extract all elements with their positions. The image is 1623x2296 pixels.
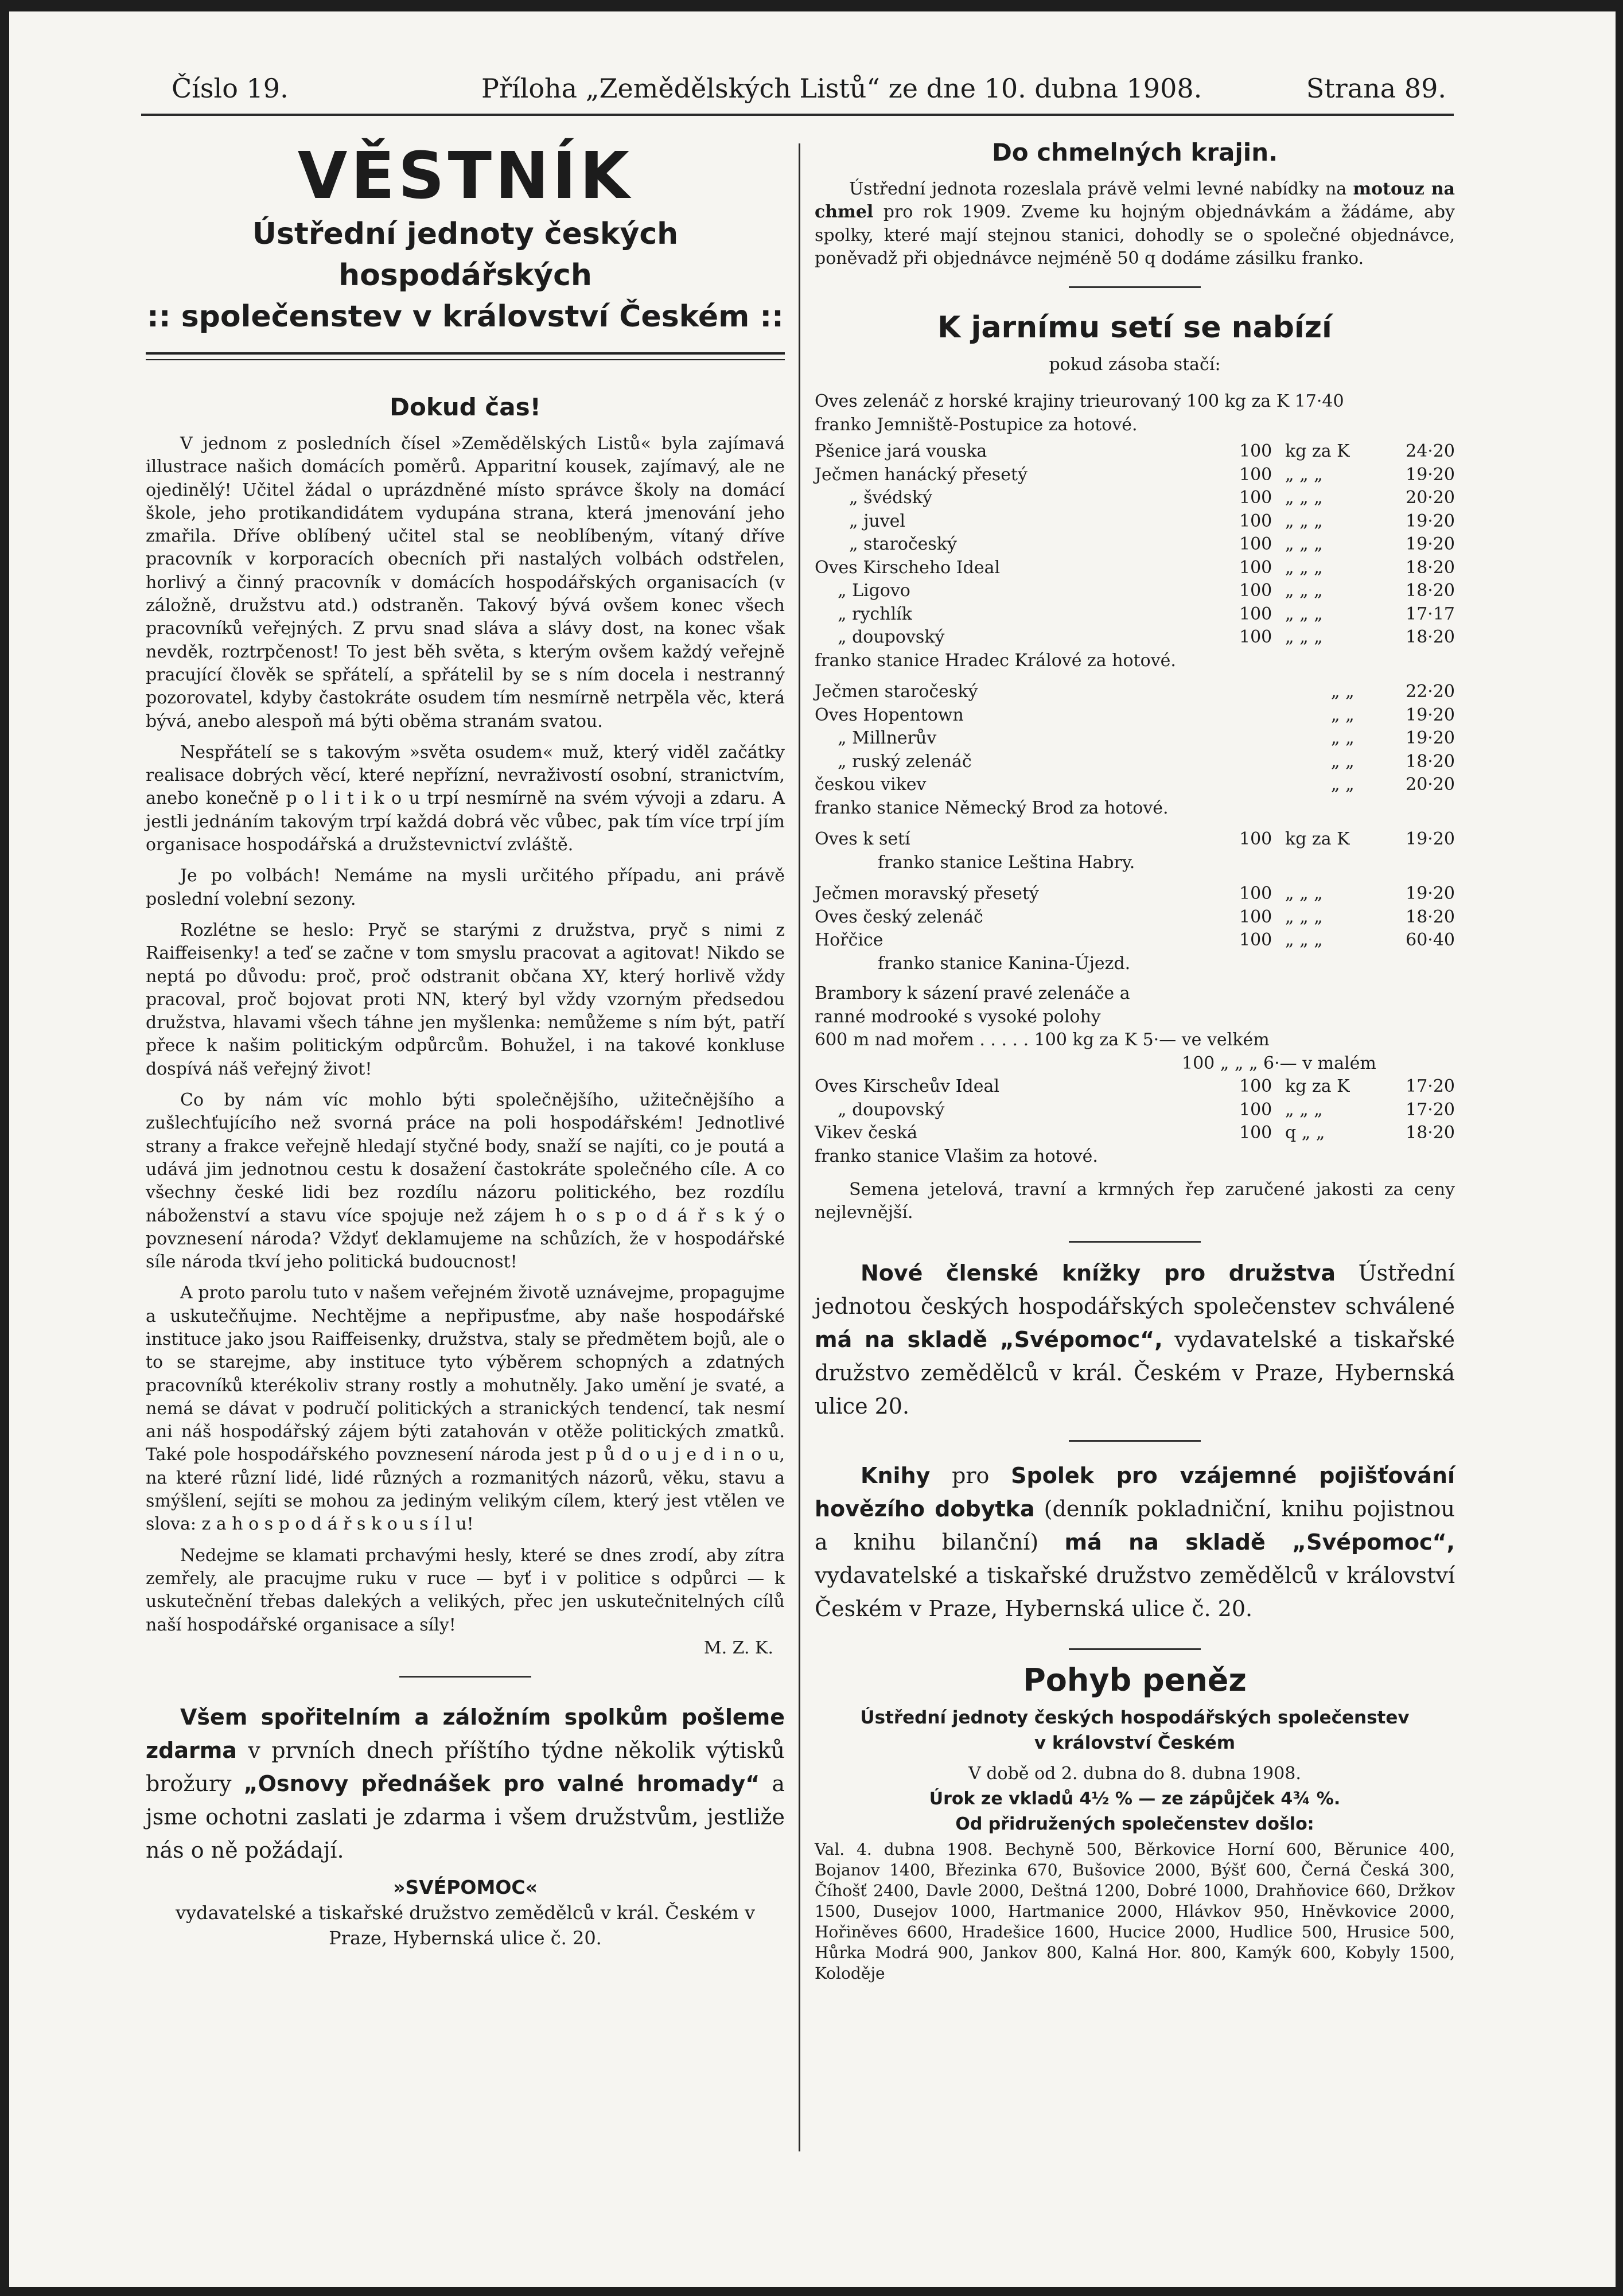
books2-bold2: Spolek pro vzájemné pojišťování hovězího dobytka	[815, 1462, 1455, 1521]
masthead-line-2: :: společenstev v království Českém ::	[147, 299, 784, 334]
money-title: Pohyb peněz	[1023, 1661, 1247, 1698]
item-price: 22·20	[1406, 682, 1455, 702]
price-group-2	[815, 680, 1455, 797]
item-unit: „ „ „	[1285, 557, 1323, 578]
price-row	[815, 1075, 1455, 1099]
masthead-line-1: Ústřední jednoty českých hospodářských	[252, 217, 679, 293]
potato-line: 100 „ „ „ 6·— v malém	[1182, 1053, 1376, 1073]
item-name: „ Ligovo	[838, 581, 910, 601]
price-row	[815, 750, 1455, 774]
item-price: 19·20	[1406, 511, 1455, 531]
seeds-note: Semena jetelová, travní a krmných řep zaručené jakosti za ceny nejlevnější.	[815, 1180, 1455, 1223]
money-period: V době od 2. dubna do 8. dubna 1908.	[968, 1763, 1301, 1784]
article-title: Dokud čas!	[390, 393, 541, 421]
item-price: 19·20	[1406, 884, 1455, 904]
item-price: 18·20	[1406, 627, 1455, 648]
price-row	[815, 773, 1455, 797]
price-row	[815, 533, 1455, 557]
station-2: franko stanice Německý Brod za hotové.	[815, 797, 1169, 818]
station-4: franko stanice Kanina-Újezd.	[878, 953, 1131, 974]
price-row	[815, 579, 1455, 603]
item-unit: „ „ „	[1285, 1099, 1323, 1120]
item-name: Oves český zelenáč	[815, 906, 983, 927]
article-paragraph: A proto parolu tuto v našem veřejném životě uznávejme, propagujme a uskutečňujme. Nechtějme a nepřipusťme, aby naše hospodářské instituce jako jsou Raiffeisenky, družstva, staly se předmětem bojů, ale o to se starejme, aby instituce tyto výběrem schopných a zdatných pracovníků kterékoliv strany rostly a mohutněly. Jako umění je svaté, a nemá se dávat v područí politických a stranických tendencí, tak nesmí ani náš hospodářský zájem býti zatahován v otěže politických zmatků. Také pole hospodářského povznesení národa jest p ů d o u j e d i n o u, na které různí lidé, lidé různých a rozmanitých názorů, věku, stavu a smýšlení, sejíti se mohou za jediným velikým cílem, který jest vtělen ve slova: z a h o s p o d á ř s k o u s í l u!	[146, 1283, 785, 1535]
item-qty: 100	[1239, 829, 1272, 850]
item-price: 18·20	[1406, 906, 1455, 927]
item-unit: „ „ „	[1285, 930, 1323, 951]
item-unit: q „ „	[1285, 1123, 1325, 1143]
item-name: „ doupovský	[838, 627, 945, 648]
item-qty: 100	[1239, 511, 1272, 531]
item-unit: „ „ „	[1285, 534, 1323, 555]
price-row	[815, 882, 1455, 906]
item-name: Ječmen staročeský	[815, 682, 978, 702]
item-price: 18·20	[1406, 557, 1455, 578]
spring-subtitle: pokud zásoba stačí:	[1049, 355, 1221, 375]
item-unit: kg za K	[1285, 1076, 1350, 1097]
notice-title: „Osnovy přednášek pro valné hromady“	[243, 1770, 760, 1796]
publisher-label: »SVÉPOMOC«	[393, 1875, 538, 1898]
price-group-4	[815, 882, 1455, 952]
header-rule	[141, 114, 1454, 116]
item-qty: 100	[1239, 906, 1272, 927]
item-unit: kg za K	[1285, 829, 1350, 850]
hops-paragraph	[815, 178, 1455, 270]
item-name: „ rychlík	[838, 604, 912, 624]
money-from-text: Od přidružených společenstev došlo:	[955, 1814, 1314, 1834]
books1-bold: Nové členské knížky pro družstva	[861, 1260, 1336, 1286]
item-qty: 100	[1239, 534, 1272, 555]
item-name: Hořčice	[815, 930, 883, 951]
item-price: 17·17	[1406, 604, 1455, 624]
section-divider	[1069, 286, 1201, 288]
item-unit: „ „	[1331, 682, 1355, 702]
article-paragraph: Rozlétne se heslo: Pryč se starými z družstva, pryč s nimi z Raiffeisenky! a teď se začne v tom smyslu pracovat a agitovat! Nikdo se neptá po důvodu: proč, proč odstranit občana XY, který horlivě vždy pracoval, proč bojovat proti NN, který byl vždy vzorným předsedou družstva, hlavami všech táhne jen myšlenka: nemůžeme s ním být, patří přece k našim politickým odpůrcům. Bohužel, i na takové konkluse dospívá náš veřejný život!	[146, 920, 785, 1079]
books2-bold3: má na skladě „Svépomoc“,	[1064, 1529, 1455, 1555]
spring-title: K jarnímu setí se nabízí	[937, 310, 1332, 345]
price-group-1	[815, 440, 1455, 649]
potato-line: 600 m nad mořem . . . . . 100 kg za K 5·— ve velkém	[815, 1030, 1270, 1050]
price-row	[815, 1122, 1455, 1145]
hops-bold: motouz na chmel	[815, 179, 1455, 223]
books1-text-b: vydavatelské a tiskařské družstvo zemědělců v král. Českém v Praze, Hybernská ulice 20.	[815, 1326, 1455, 1419]
item-qty: 100	[1239, 930, 1272, 951]
item-name: Oves k setí	[815, 829, 910, 850]
masthead-rule	[146, 352, 785, 360]
price-row	[815, 828, 1455, 851]
notice-tail: a jsme ochotni zaslati je zdarma i všem družstvům, jestliže nás o ně požádají.	[146, 1770, 785, 1863]
money-list: Val. 4. dubna 1908. Bechyně 500, Běrkovice Horní 600, Běrunice 400, Bojanov 1400, Březinka 670, Bušovice 2000, Býšť 600, Černá Česká 300, Číhošť 2400, Davle 2000, Deštná 1200, Dobré 1000, Drahňovice 660, Držkov 1500, Dusejov 1000, Hartmanice 2000, Hlávkov 950, Hněvkovice 2000, Hořiněves 6600, Hradešice 1600, Hucice 2000, Hudlice 500, Hrusice 500, Hůrka Modrá 900, Jankov 800, Kalná Hor. 800, Kamýk 600, Kobyly 1500, Koloděje	[815, 1839, 1455, 1983]
article-paragraph: Nespřátelí se s takovým »světa osudem« muž, který viděl začátky realisace dobrých věcí, které nepřízní, nevraživostí osobní, stranictvím, anebo konečně p o l i t i k o u trpí nesmírně na svém vývoji a zdaru. A jestli jednáním takovým trpí každá dobrá věc vůbec, pak tím více trpí jím organisace hospodářská a družstevnictví zvláště.	[146, 742, 785, 855]
article-paragraph: Je po volbách! Nemáme na mysli určitého případu, ani právě poslední volební sezony.	[146, 866, 785, 909]
item-qty: 100	[1239, 627, 1272, 648]
books1-bold2: má na skladě „Svépomoc“,	[815, 1326, 1163, 1352]
item-qty: 100	[1239, 1076, 1272, 1097]
item-unit: „ „ „	[1285, 488, 1323, 508]
item-unit: „ „	[1331, 751, 1355, 772]
notice-bold: Všem spořitelním a záložním spolkům pošleme zdarma	[146, 1704, 785, 1763]
item-name: Oves Kirscheův Ideal	[815, 1076, 999, 1097]
books2-text: pro	[952, 1462, 990, 1488]
item-name: Oves Hopentown	[815, 705, 964, 725]
item-price: 17·20	[1406, 1076, 1455, 1097]
station-3: franko stanice Leština Habry.	[878, 852, 1135, 873]
price-row	[815, 727, 1455, 750]
page-header	[172, 73, 1446, 107]
price-row	[815, 557, 1455, 580]
price-row	[815, 510, 1455, 534]
money-rate	[815, 1787, 1455, 1812]
price-group-5	[815, 1075, 1455, 1145]
section-divider	[399, 1676, 531, 1678]
membership-books-notice	[815, 1256, 1455, 1423]
item-unit: „ „ „	[1285, 604, 1323, 624]
item-name: „ doupovský	[838, 1099, 945, 1120]
item-name: českou vikev	[815, 775, 927, 795]
item-unit: „ „ „	[1285, 906, 1323, 927]
hops-text: Ústřední jednota rozeslala právě velmi levné nabídky na	[849, 179, 1347, 199]
price-row	[815, 440, 1455, 464]
item-unit: „ „ „	[1285, 464, 1323, 485]
money-rate-text: Úrok ze vkladů 4½ % — ze zápůjček 4¾ %.	[929, 1788, 1341, 1809]
potato-line: Brambory k sázení pravé zelenáče a	[815, 983, 1130, 1004]
item-unit: „ „ „	[1285, 581, 1323, 601]
books2-bold: Knihy	[861, 1462, 931, 1488]
money-subtitle-1-text: Ústřední jednoty českých hospodářských společenstev	[860, 1707, 1410, 1728]
item-qty: 100	[1239, 488, 1272, 508]
newspaper-page	[9, 11, 1616, 2287]
right-column	[815, 132, 1455, 1984]
station-5: franko stanice Vlašim za hotové.	[815, 1146, 1098, 1166]
item-price: 19·20	[1406, 464, 1455, 485]
masthead-title: VĚSTNÍK	[297, 139, 633, 213]
item-price: 20·20	[1406, 488, 1455, 508]
item-name: Oves Kirscheho Ideal	[815, 557, 1001, 578]
price-row	[815, 929, 1455, 952]
item-name: Ječmen moravský přesetý	[815, 884, 1039, 904]
price-row	[815, 704, 1455, 727]
article-paragraph: Co by nám víc mohlo býti společnějšího, užitečnějšího a zušlechťujícího než svorná práce na poli hospodářském! Jednotlivé strany a frakce veřejně hledají styčné body, snaží se najíti, co je poutá a udává jim jednotnou cestu k dosažení častokráte společného cíle. A co všechny české lidi bez rozdílu názoru politického, bez rozdílu náboženství a stavu více spojuje než zájem h o s p o d á ř s k ý o povznesení národa? Vždyť deklamujeme na schůzích, že v hospodářské síle národa tkví jeho politická budoucnost!	[146, 1090, 785, 1272]
supplement-line: Příloha „Zemědělských Listů“ ze dne 10. dubna 1908.	[481, 73, 1202, 104]
item-qty: 100	[1239, 464, 1272, 485]
item-name: Ječmen hanácký přesetý	[815, 464, 1027, 485]
section-divider	[1069, 1648, 1201, 1650]
money-from	[815, 1812, 1455, 1837]
price-row	[815, 487, 1455, 510]
money-subtitle-1	[815, 1705, 1455, 1730]
item-price: 19·20	[1406, 534, 1455, 555]
station-1: franko stanice Hradec Králové za hotové.	[815, 650, 1176, 671]
item-qty: 100	[1239, 581, 1272, 601]
item-qty: 100	[1239, 557, 1272, 578]
item-name: „ juvel	[849, 511, 905, 531]
notice-text: v prvních dnech příštího týdne několik výtisků brožury	[146, 1737, 785, 1796]
hops-text-b: pro rok 1909. Zveme ku hojným objednávkám a žádáme, aby spolky, které mají stejnou stanici, dohodly se o společné objednávce, poněvadž při objednávce nejméně 50 q dodáme zásilku franko.	[815, 202, 1455, 268]
potato-offer	[815, 982, 1455, 1075]
item-name: „ Millnerův	[838, 728, 937, 749]
item-unit: „ „	[1331, 705, 1355, 725]
item-name: „ švédský	[849, 488, 932, 508]
item-qty: 100	[1239, 1099, 1272, 1120]
publisher-name	[146, 1875, 785, 1900]
page-number: Strana 89.	[1306, 73, 1446, 104]
item-qty: 100	[1239, 884, 1272, 904]
section-divider	[1069, 1440, 1201, 1442]
books2-text-c: vydavatelské a tiskařské družstvo zemědělců v království Českém v Praze, Hybernská ulice č. 20.	[815, 1562, 1455, 1621]
item-price: 18·20	[1406, 751, 1455, 772]
price-row	[815, 603, 1455, 626]
price-row	[815, 464, 1455, 487]
money-subtitle-2-text: v království Českém	[1034, 1732, 1236, 1753]
column-divider	[799, 143, 800, 2151]
item-name: Pšenice jará vouska	[815, 441, 987, 462]
item-price: 20·20	[1406, 775, 1455, 795]
issue-number: Číslo 19.	[172, 73, 289, 104]
price-row	[815, 1099, 1455, 1122]
item-unit: „ „ „	[1285, 511, 1323, 531]
oats-offer: Oves zelenáč z horské krajiny trieurovaný 100 kg za K 17·40	[815, 391, 1344, 412]
item-qty: 100	[1239, 604, 1272, 624]
article-paragraph: Nedejme se klamati prchavými hesly, které se dnes zrodí, aby zítra zemřely, ale pracujme ruku v ruce — byť i v politice s odpůrci — k uskutečnění třebas dalekých a velikých, přec jen uskutečnitelných cílů naší hospodářské organisace a síly!	[146, 1545, 785, 1635]
item-name: Vikev česká	[815, 1123, 918, 1143]
item-unit: „ „ „	[1285, 884, 1323, 904]
item-price: 18·20	[1406, 1123, 1455, 1143]
item-price: 60·40	[1406, 930, 1455, 951]
item-unit: „ „	[1331, 775, 1355, 795]
item-qty: 100	[1239, 1123, 1272, 1143]
item-price: 19·20	[1406, 829, 1455, 850]
item-name: „ staročeský	[849, 534, 957, 555]
potato-line: ranné modrooké s vysoké polohy	[815, 1006, 1101, 1027]
money-subtitle-2	[815, 1730, 1455, 1756]
books1-text: Ústřední jednotou českých hospodářských společenstev schválené	[815, 1260, 1455, 1319]
item-unit: „ „	[1331, 728, 1355, 749]
oats-station: franko Jemniště-Postupice za hotové.	[815, 414, 1138, 435]
price-row	[815, 680, 1455, 704]
item-price: 17·20	[1406, 1099, 1455, 1120]
article-signature: M. Z. K.	[703, 1637, 773, 1658]
item-qty: 100	[1239, 441, 1272, 462]
item-price: 19·20	[1406, 705, 1455, 725]
item-name: „ ruský zelenáč	[838, 751, 972, 772]
article-paragraph: V jednom z posledních čísel »Zemědělských Listů« byla zajímavá illustrace našich domácích poměrů. Apparitní kousek, zajímavý, ale ne ojedinělý! Učitel žádal o uprázdněné místo správce školy na domácí škole, jeho protikandidátem vydupána strana, která jmenování jeho zmařila. Dříve oblíbený učitel stal se neoblíbeným, vítaný dříve pracovník v korporacích obecních při nastalých volbách odstřelen, horlivý a činný pracovník v domácích hospodářských organisacích (v záložně, družstvu atd.) odstraněn. Takový bývá ovšem konec všech pracovníků veřejných. Z prvu snad sláva a slávy dost, na konec však nevděk, roztrpčenost! To jest běh světa, s kterým ovšem každý veřejně pracující člověk se spřátelí, a spřátelil by se s ním docela i nestranný pozorovatel, kdyby častokráte osudem tím nesmírně netrpěla věc, která bývá, anebo alespoň má býti oběma stranám svatou.	[146, 434, 785, 731]
item-price: 24·20	[1406, 441, 1455, 462]
publisher-address: vydavatelské a tiskařské družstvo zemědělců v král. Českém v Praze, Hybernská ulice č. 20.	[175, 1901, 756, 1949]
masthead	[146, 139, 785, 337]
item-price: 18·20	[1406, 581, 1455, 601]
item-price: 19·20	[1406, 728, 1455, 749]
price-row	[815, 906, 1455, 929]
item-unit: „ „ „	[1285, 627, 1323, 648]
brochure-notice	[146, 1700, 785, 1867]
hops-title: Do chmelných krajin.	[991, 138, 1278, 166]
section-divider	[1069, 1241, 1201, 1243]
left-column	[146, 132, 785, 1951]
insurance-books-notice	[815, 1459, 1455, 1625]
price-row	[815, 626, 1455, 649]
price-group-3	[815, 828, 1455, 851]
item-unit: kg za K	[1285, 441, 1350, 462]
books2-text-b: (denník pokladniční, knihu pojistnou a knihu bilanční)	[815, 1496, 1455, 1555]
